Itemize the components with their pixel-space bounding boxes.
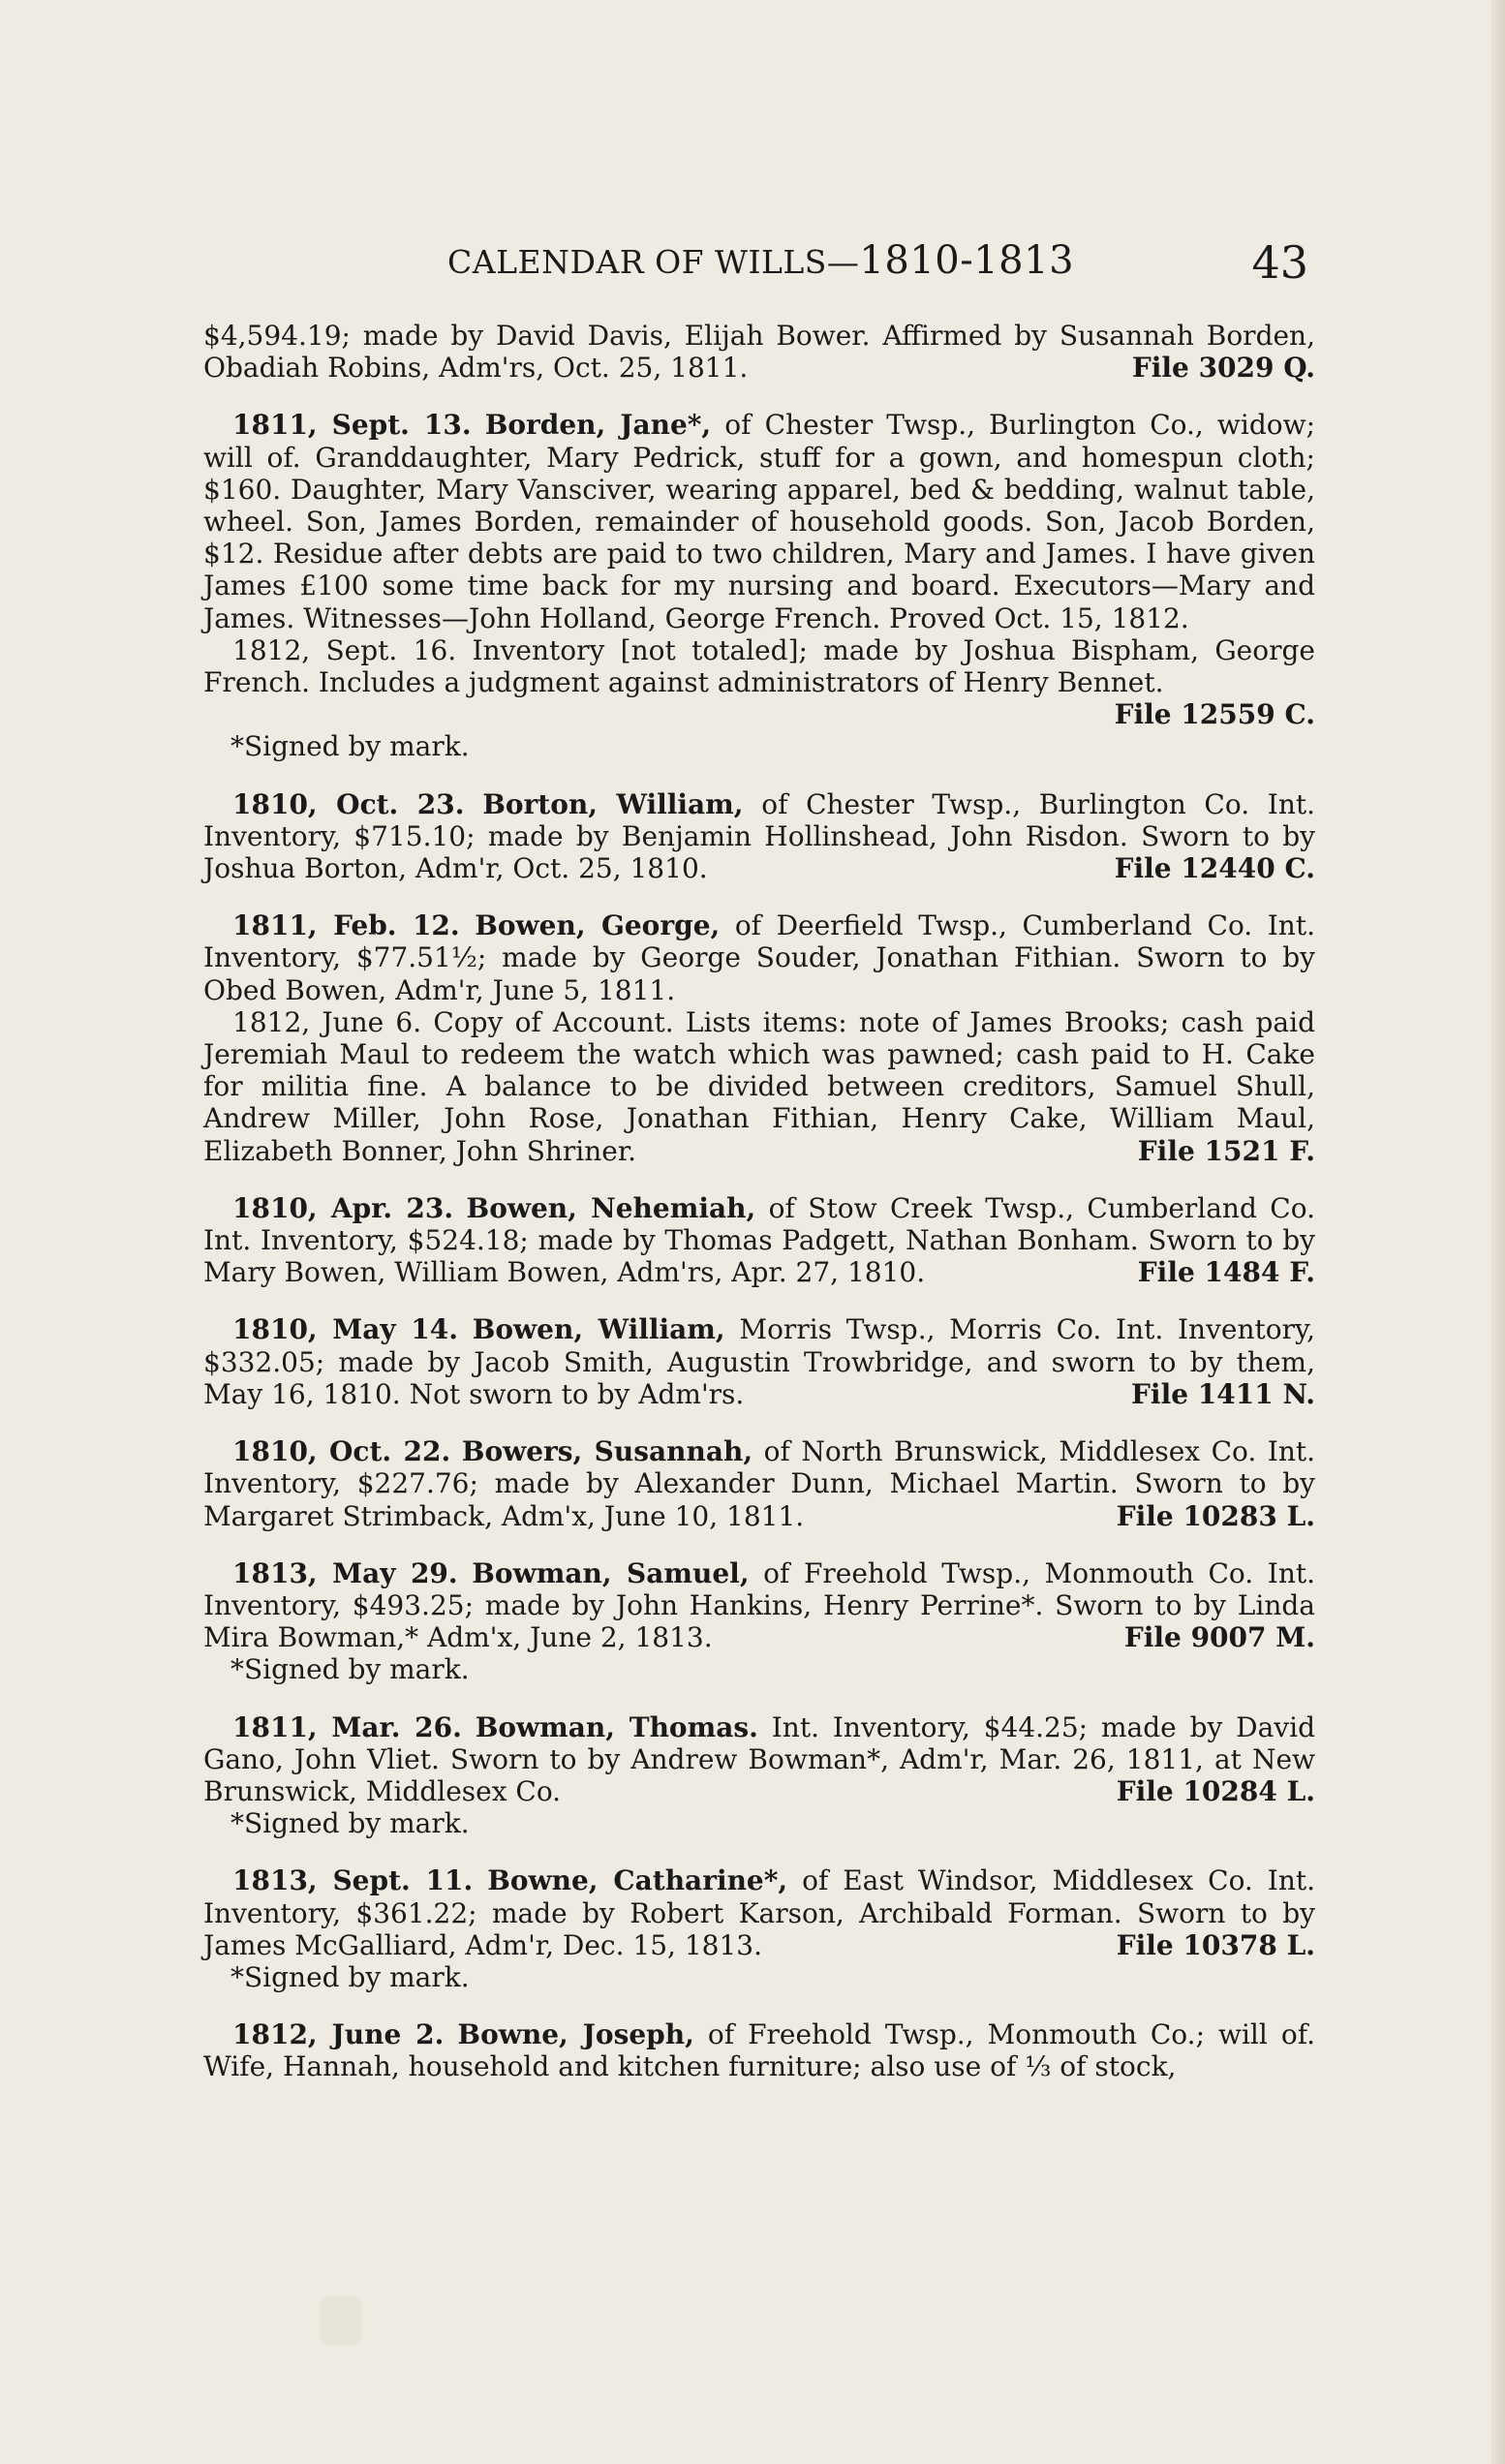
entry-bowne-catharine bbox=[203, 1864, 1315, 1993]
entry-subrecord: 1812, Sept. 16. Inventory [not totaled]; made by Joshua Bispham, George French. Includes a judgment against administrators of Henry Bennet. bbox=[203, 633, 1315, 699]
entry-text: $4,594.19; made by David Davis, Elijah Bower. Affirmed by Susannah Borden, Obadiah Robins, Adm'rs, Oct. 25, 1811. bbox=[203, 320, 1315, 385]
entry-date: 1811, Sept. 13. bbox=[232, 409, 472, 442]
running-head-years: 1810-1813 bbox=[859, 238, 1075, 283]
entry-bowers-susannah bbox=[203, 1435, 1315, 1532]
file-reference: File 1484 F. bbox=[1137, 1256, 1315, 1289]
entry-name: Bowers, Susannah, bbox=[461, 1435, 753, 1468]
faint-library-stamp bbox=[320, 2295, 362, 2346]
entry-name: Borton, William, bbox=[482, 787, 744, 820]
file-reference: File 9007 M. bbox=[1123, 1621, 1315, 1654]
entry-text: Int. Inventory, $44.25; made by David Gano, John Vliet. Sworn to by Andrew Bowman*, Adm'r, Mar. 26, 1811, at New Brunswick, Middlesex Co. bbox=[203, 1710, 1315, 1807]
entry-date: 1810, Oct. 23. bbox=[232, 787, 465, 820]
entry-name: Borden, Jane*, bbox=[484, 409, 712, 442]
entry-name: Bowman, Thomas. bbox=[475, 1710, 758, 1743]
entry-text: of Freehold Twsp., Monmouth Co.; will of. Wife, Hannah, household and kitchen furniture; also use of ⅓ of stock, bbox=[203, 2018, 1315, 2083]
entry-name: Bowman, Samuel, bbox=[472, 1556, 750, 1589]
entry-name: Bowen, George, bbox=[475, 909, 721, 942]
entry-name: Bowen, William, bbox=[472, 1313, 725, 1346]
running-head-title: CALENDAR OF WILLS— bbox=[447, 243, 860, 281]
entry-borton-william bbox=[203, 788, 1315, 885]
signed-note: *Signed by mark. bbox=[230, 1653, 470, 1686]
entry-date: 1810, May 14. bbox=[232, 1313, 458, 1346]
calendar-entries bbox=[203, 320, 1315, 2109]
entry-bowen-william bbox=[203, 1313, 1315, 1410]
entry-bowman-thomas bbox=[203, 1711, 1315, 1840]
entry-date: 1812, June 2. bbox=[232, 2018, 445, 2051]
entry-bowne-joseph bbox=[203, 2018, 1315, 2082]
entry-date: 1810, Oct. 22. bbox=[232, 1435, 451, 1468]
entry-bowman-samuel bbox=[203, 1557, 1315, 1686]
file-reference: File 10284 L. bbox=[1116, 1774, 1315, 1807]
entry-date: 1811, Feb. 12. bbox=[232, 909, 460, 942]
entry-bowen-nehemiah bbox=[203, 1192, 1315, 1289]
entry-text: of Deerfield Twsp., Cumberland Co. Int. Inventory, $77.51½; made by George Souder, Jonathan Fithian. Sworn to by Obed Bowen, Adm'r, June 5, 1811. bbox=[203, 909, 1315, 1006]
entry-borden-jane bbox=[203, 409, 1315, 762]
entry-date: 1813, May 29. bbox=[232, 1556, 458, 1589]
signed-note: *Signed by mark. bbox=[230, 1960, 470, 1993]
entry-text: of East Windsor, Middlesex Co. Int. Inventory, $361.22; made by Robert Karson, Archibald Forman. Sworn to by James McGalliard, Adm'r, Dec. 15, 1813. bbox=[203, 1864, 1316, 1961]
file-reference: File 1411 N. bbox=[1131, 1377, 1315, 1410]
entry-date: 1811, Mar. 26. bbox=[232, 1710, 462, 1743]
entry-text: of Chester Twsp., Burlington Co., widow; will of. Granddaughter, Mary Pedrick, stuff for a gown, and homespun cloth; $160. Daughter, Mary Vansciver, wearing apparel, bed & bedding, walnut table, wheel. Son, James Borden, remainder of household goods. Son, Jacob Borden, $12. Residue after debts are paid to two children, Mary and James. I have given James £100 some time back for my nursing and board. Executors—Mary and James. Witnesses—John Holland, George French. Proved Oct. 15, 1812. bbox=[203, 409, 1316, 634]
running-head bbox=[447, 238, 1319, 283]
file-reference: File 1521 F. bbox=[1137, 1134, 1315, 1167]
entry-date: 1813, Sept. 11. bbox=[232, 1864, 474, 1897]
file-reference: File 3029 Q. bbox=[1131, 352, 1315, 385]
entry-bowen-george bbox=[203, 909, 1315, 1167]
entry-text: of Stow Creek Twsp., Cumberland Co. Int. Inventory, $524.18; made by Thomas Padgett, Nathan Bonham. Sworn to by Mary Bowen, William Bowen, Adm'rs, Apr. 27, 1810. bbox=[203, 1191, 1315, 1289]
entry-text: of North Brunswick, Middlesex Co. Int. Inventory, $227.76; made by Alexander Dunn, Michael Martin. Sworn to by Margaret Strimback, Adm'x, June 10, 1811. bbox=[203, 1435, 1316, 1532]
file-reference: File 10378 L. bbox=[1116, 1928, 1315, 1961]
page-number: 43 bbox=[1251, 236, 1308, 289]
entry-text: Morris Twsp., Morris Co. Int. Inventory, $332.05; made by Jacob Smith, Augustin Trowbridge, and sworn to by them, May 16, 1810. Not sworn to by Adm'rs. bbox=[203, 1313, 1315, 1410]
page-edge bbox=[1491, 0, 1505, 2464]
entry-name: Bowen, Nehemiah, bbox=[466, 1191, 756, 1224]
entry-date: 1810, Apr. 23. bbox=[232, 1191, 454, 1224]
entry-text: of Chester Twsp., Burlington Co. Int. Inventory, $715.10; made by Benjamin Hollinshead, John Risdon. Sworn to by Joshua Borton, Adm'r, Oct. 25, 1810. bbox=[203, 787, 1316, 885]
entry-name: Bowne, Catharine*, bbox=[487, 1864, 788, 1897]
file-reference: File 12440 C. bbox=[1114, 852, 1315, 885]
file-reference: File 12559 C. bbox=[1114, 698, 1315, 731]
signed-note: *Signed by mark. bbox=[230, 730, 470, 763]
entry-name: Bowne, Joseph, bbox=[457, 2018, 694, 2051]
file-reference: File 10283 L. bbox=[1116, 1499, 1315, 1532]
entry-text: of Freehold Twsp., Monmouth Co. Int. Inventory, $493.25; made by John Hankins, Henry Perrine*. Sworn to by Linda Mira Bowman,* Adm'x, June 2, 1813. bbox=[203, 1556, 1316, 1654]
entry-continuation bbox=[203, 320, 1315, 384]
signed-note: *Signed by mark. bbox=[230, 1807, 470, 1840]
entry-subrecord: 1812, June 6. Copy of Account. Lists items: note of James Brooks; cash paid Jeremiah Maul to redeem the watch which was pawned; cash paid to H. Cake for militia fine. A balance to be divided between creditors, Samuel Shull, Andrew Miller, John Rose, Jonathan Fithian, Henry Cake, William Maul, Elizabeth Bonner, John Shriner. bbox=[203, 1005, 1315, 1167]
